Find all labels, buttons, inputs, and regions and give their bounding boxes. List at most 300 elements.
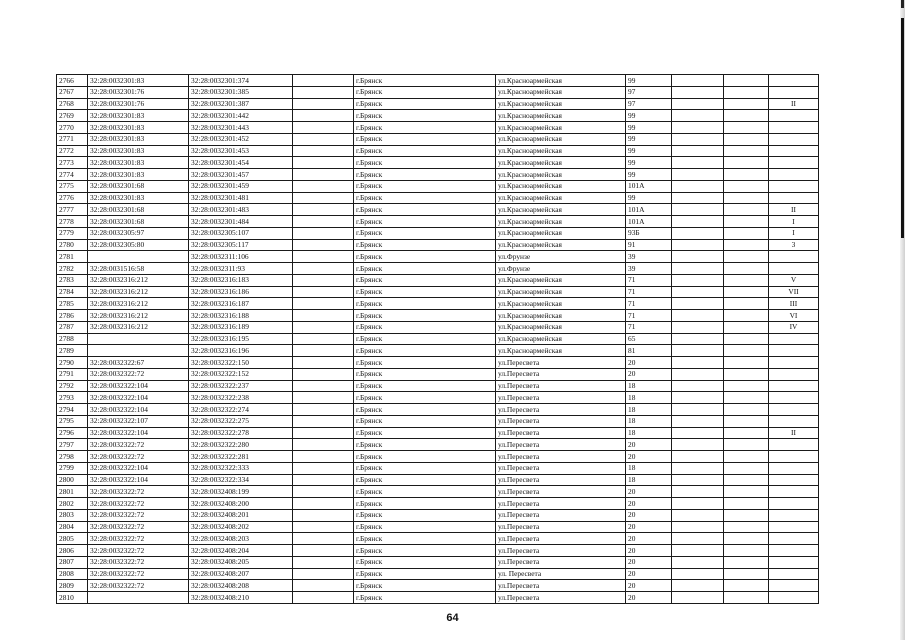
apartment-cell: 3 <box>769 239 819 251</box>
empty-cell <box>724 439 769 451</box>
table-row <box>57 368 819 380</box>
empty-cell <box>672 110 724 122</box>
empty-cell <box>724 86 769 98</box>
empty-cell <box>672 204 724 216</box>
parent-cadastral-cell: 32:28:0032322:104 <box>88 380 189 392</box>
table-row <box>57 239 819 251</box>
street-cell: ул.Пересвета <box>496 415 626 427</box>
empty-cell <box>293 251 354 263</box>
registry-table <box>56 74 819 604</box>
row-number-cell: 2772 <box>57 145 88 157</box>
scan-edge-mark <box>901 18 904 238</box>
city-cell: г.Брянск <box>354 521 496 533</box>
apartment-cell <box>769 568 819 580</box>
empty-cell <box>293 592 354 604</box>
row-number-cell: 2766 <box>57 75 88 87</box>
parent-cadastral-cell: 32:28:0032322:104 <box>88 404 189 416</box>
empty-cell <box>293 180 354 192</box>
house-number-cell: 20 <box>626 439 672 451</box>
cadastral-number-cell: 32:28:0032301:459 <box>189 180 293 192</box>
empty-cell <box>293 298 354 310</box>
row-number-cell: 2805 <box>57 533 88 545</box>
city-cell: г.Брянск <box>354 286 496 298</box>
parent-cadastral-cell: 32:28:0032322:104 <box>88 392 189 404</box>
cadastral-number-cell: 32:28:0032301:453 <box>189 145 293 157</box>
empty-cell <box>724 345 769 357</box>
empty-cell <box>293 145 354 157</box>
row-number-cell: 2798 <box>57 451 88 463</box>
empty-cell <box>672 533 724 545</box>
street-cell: ул.Пересвета <box>496 392 626 404</box>
cadastral-number-cell: 32:28:0032316:195 <box>189 333 293 345</box>
empty-cell <box>293 227 354 239</box>
empty-cell <box>293 415 354 427</box>
table-row <box>57 521 819 533</box>
street-cell: ул.Пересвета <box>496 556 626 568</box>
parent-cadastral-cell: 32:28:0032316:212 <box>88 310 189 322</box>
table-row <box>57 145 819 157</box>
empty-cell <box>672 251 724 263</box>
cadastral-number-cell: 32:28:0032301:484 <box>189 216 293 228</box>
house-number-cell: 18 <box>626 474 672 486</box>
street-cell: ул.Пересвета <box>496 404 626 416</box>
street-cell: ул.Красноармейская <box>496 227 626 239</box>
cadastral-number-cell: 32:28:0032322:152 <box>189 368 293 380</box>
cadastral-number-cell: 32:28:0032305:107 <box>189 227 293 239</box>
empty-cell <box>293 498 354 510</box>
street-cell: ул.Красноармейская <box>496 310 626 322</box>
house-number-cell: 71 <box>626 321 672 333</box>
empty-cell <box>672 133 724 145</box>
city-cell: г.Брянск <box>354 474 496 486</box>
row-number-cell: 2767 <box>57 86 88 98</box>
empty-cell <box>293 110 354 122</box>
row-number-cell: 2791 <box>57 368 88 380</box>
apartment-cell <box>769 451 819 463</box>
cadastral-number-cell: 32:28:0032301:457 <box>189 169 293 181</box>
house-number-cell: 20 <box>626 521 672 533</box>
empty-cell <box>293 286 354 298</box>
table-row <box>57 427 819 439</box>
city-cell: г.Брянск <box>354 180 496 192</box>
apartment-cell <box>769 333 819 345</box>
house-number-cell: 20 <box>626 368 672 380</box>
house-number-cell: 18 <box>626 462 672 474</box>
street-cell: ул.Красноармейская <box>496 122 626 134</box>
empty-cell <box>672 380 724 392</box>
page-number: 64 <box>446 612 459 624</box>
house-number-cell: 99 <box>626 145 672 157</box>
street-cell: ул.Красноармейская <box>496 75 626 87</box>
row-number-cell: 2768 <box>57 98 88 110</box>
city-cell: г.Брянск <box>354 145 496 157</box>
city-cell: г.Брянск <box>354 204 496 216</box>
empty-cell <box>293 486 354 498</box>
row-number-cell: 2773 <box>57 157 88 169</box>
scan-edge-tick <box>901 0 904 8</box>
row-number-cell: 2800 <box>57 474 88 486</box>
apartment-cell <box>769 592 819 604</box>
apartment-cell <box>769 180 819 192</box>
city-cell: г.Брянск <box>354 451 496 463</box>
parent-cadastral-cell: 32:28:0032322:67 <box>88 357 189 369</box>
parent-cadastral-cell: 32:28:0032316:212 <box>88 274 189 286</box>
row-number-cell: 2785 <box>57 298 88 310</box>
house-number-cell: 71 <box>626 310 672 322</box>
city-cell: г.Брянск <box>354 498 496 510</box>
row-number-cell: 2792 <box>57 380 88 392</box>
parent-cadastral-cell: 32:28:0032322:72 <box>88 580 189 592</box>
parent-cadastral-cell <box>88 333 189 345</box>
city-cell: г.Брянск <box>354 274 496 286</box>
apartment-cell <box>769 556 819 568</box>
parent-cadastral-cell: 32:28:0032322:104 <box>88 427 189 439</box>
cadastral-number-cell: 32:28:0032408:200 <box>189 498 293 510</box>
cadastral-number-cell: 32:28:0032311:93 <box>189 263 293 275</box>
row-number-cell: 2786 <box>57 310 88 322</box>
parent-cadastral-cell: 32:28:0031516:58 <box>88 263 189 275</box>
city-cell: г.Брянск <box>354 427 496 439</box>
parent-cadastral-cell: 32:28:0032322:72 <box>88 498 189 510</box>
empty-cell <box>293 556 354 568</box>
street-cell: ул.Красноармейская <box>496 274 626 286</box>
cadastral-number-cell: 32:28:0032322:334 <box>189 474 293 486</box>
parent-cadastral-cell: 32:28:0032301:83 <box>88 133 189 145</box>
city-cell: г.Брянск <box>354 239 496 251</box>
apartment-cell <box>769 145 819 157</box>
parent-cadastral-cell: 32:28:0032301:68 <box>88 180 189 192</box>
house-number-cell: 99 <box>626 169 672 181</box>
table-row <box>57 415 819 427</box>
house-number-cell: 71 <box>626 298 672 310</box>
street-cell: ул.Пересвета <box>496 451 626 463</box>
cadastral-number-cell: 32:28:0032322:237 <box>189 380 293 392</box>
parent-cadastral-cell: 32:28:0032322:72 <box>88 556 189 568</box>
parent-cadastral-cell <box>88 592 189 604</box>
house-number-cell: 65 <box>626 333 672 345</box>
empty-cell <box>724 75 769 87</box>
row-number-cell: 2808 <box>57 568 88 580</box>
table-row <box>57 357 819 369</box>
row-number-cell: 2793 <box>57 392 88 404</box>
empty-cell <box>293 521 354 533</box>
table-row <box>57 216 819 228</box>
house-number-cell: 18 <box>626 380 672 392</box>
street-cell: ул.Пересвета <box>496 357 626 369</box>
apartment-cell <box>769 192 819 204</box>
table-row <box>57 204 819 216</box>
apartment-cell <box>769 439 819 451</box>
table-row <box>57 462 819 474</box>
row-number-cell: 2778 <box>57 216 88 228</box>
empty-cell <box>293 274 354 286</box>
empty-cell <box>724 310 769 322</box>
house-number-cell: 18 <box>626 392 672 404</box>
row-number-cell: 2779 <box>57 227 88 239</box>
house-number-cell: 39 <box>626 263 672 275</box>
empty-cell <box>672 545 724 557</box>
empty-cell <box>724 145 769 157</box>
empty-cell <box>672 439 724 451</box>
house-number-cell: 20 <box>626 509 672 521</box>
table-row <box>57 509 819 521</box>
table-row <box>57 451 819 463</box>
house-number-cell: 39 <box>626 251 672 263</box>
apartment-cell: VII <box>769 286 819 298</box>
empty-cell <box>724 98 769 110</box>
street-cell: ул.Красноармейская <box>496 286 626 298</box>
apartment-cell <box>769 509 819 521</box>
cadastral-number-cell: 32:28:0032301:387 <box>189 98 293 110</box>
empty-cell <box>293 462 354 474</box>
empty-cell <box>672 192 724 204</box>
table-row <box>57 263 819 275</box>
empty-cell <box>672 333 724 345</box>
empty-cell <box>293 427 354 439</box>
street-cell: ул.Красноармейская <box>496 321 626 333</box>
street-cell: ул.Пересвета <box>496 521 626 533</box>
empty-cell <box>672 145 724 157</box>
cadastral-number-cell: 32:28:0032301:483 <box>189 204 293 216</box>
street-cell: ул.Красноармейская <box>496 298 626 310</box>
empty-cell <box>293 509 354 521</box>
table-row <box>57 75 819 87</box>
empty-cell <box>672 157 724 169</box>
empty-cell <box>724 427 769 439</box>
parent-cadastral-cell: 32:28:0032322:104 <box>88 474 189 486</box>
empty-cell <box>672 486 724 498</box>
empty-cell <box>724 368 769 380</box>
empty-cell <box>672 568 724 580</box>
empty-cell <box>293 357 354 369</box>
street-cell: ул.Пересвета <box>496 439 626 451</box>
empty-cell <box>724 380 769 392</box>
city-cell: г.Брянск <box>354 263 496 275</box>
city-cell: г.Брянск <box>354 580 496 592</box>
apartment-cell <box>769 368 819 380</box>
row-number-cell: 2804 <box>57 521 88 533</box>
apartment-cell <box>769 251 819 263</box>
empty-cell <box>672 274 724 286</box>
cadastral-number-cell: 32:28:0032316:189 <box>189 321 293 333</box>
table-row <box>57 321 819 333</box>
empty-cell <box>672 427 724 439</box>
street-cell: ул.Пересвета <box>496 486 626 498</box>
house-number-cell: 20 <box>626 486 672 498</box>
table-row <box>57 122 819 134</box>
row-number-cell: 2774 <box>57 169 88 181</box>
empty-cell <box>293 321 354 333</box>
table-row <box>57 227 819 239</box>
house-number-cell: 99 <box>626 122 672 134</box>
parent-cadastral-cell: 32:28:0032301:83 <box>88 75 189 87</box>
row-number-cell: 2795 <box>57 415 88 427</box>
parent-cadastral-cell <box>88 251 189 263</box>
cadastral-number-cell: 32:28:0032316:196 <box>189 345 293 357</box>
street-cell: ул.Пересвета <box>496 545 626 557</box>
street-cell: ул.Красноармейская <box>496 86 626 98</box>
empty-cell <box>293 368 354 380</box>
city-cell: г.Брянск <box>354 133 496 145</box>
parent-cadastral-cell: 32:28:0032301:83 <box>88 169 189 181</box>
apartment-cell <box>769 122 819 134</box>
city-cell: г.Брянск <box>354 157 496 169</box>
empty-cell <box>293 122 354 134</box>
city-cell: г.Брянск <box>354 462 496 474</box>
city-cell: г.Брянск <box>354 545 496 557</box>
house-number-cell: 20 <box>626 556 672 568</box>
empty-cell <box>724 533 769 545</box>
empty-cell <box>672 462 724 474</box>
city-cell: г.Брянск <box>354 404 496 416</box>
city-cell: г.Брянск <box>354 415 496 427</box>
row-number-cell: 2802 <box>57 498 88 510</box>
house-number-cell: 91 <box>626 239 672 251</box>
cadastral-number-cell: 32:28:0032322:238 <box>189 392 293 404</box>
cadastral-number-cell: 32:28:0032301:374 <box>189 75 293 87</box>
city-cell: г.Брянск <box>354 592 496 604</box>
street-cell: ул.Пересвета <box>496 592 626 604</box>
table-row <box>57 380 819 392</box>
apartment-cell <box>769 357 819 369</box>
empty-cell <box>293 439 354 451</box>
empty-cell <box>293 451 354 463</box>
street-cell: ул.Пересвета <box>496 498 626 510</box>
city-cell: г.Брянск <box>354 380 496 392</box>
empty-cell <box>293 580 354 592</box>
house-number-cell: 18 <box>626 427 672 439</box>
table-row <box>57 251 819 263</box>
street-cell: ул.Фрунзе <box>496 263 626 275</box>
table-row <box>57 180 819 192</box>
row-number-cell: 2776 <box>57 192 88 204</box>
table-row <box>57 592 819 604</box>
cadastral-number-cell: 32:28:0032305:117 <box>189 239 293 251</box>
cadastral-number-cell: 32:28:0032408:208 <box>189 580 293 592</box>
city-cell: г.Брянск <box>354 98 496 110</box>
empty-cell <box>293 239 354 251</box>
house-number-cell: 20 <box>626 451 672 463</box>
city-cell: г.Брянск <box>354 216 496 228</box>
street-cell: ул.Пересвета <box>496 474 626 486</box>
empty-cell <box>672 404 724 416</box>
cadastral-number-cell: 32:28:0032301:454 <box>189 157 293 169</box>
parent-cadastral-cell: 32:28:0032322:107 <box>88 415 189 427</box>
empty-cell <box>724 415 769 427</box>
cadastral-number-cell: 32:28:0032316:183 <box>189 274 293 286</box>
cadastral-number-cell: 32:28:0032408:205 <box>189 556 293 568</box>
empty-cell <box>724 486 769 498</box>
parent-cadastral-cell: 32:28:0032322:72 <box>88 568 189 580</box>
house-number-cell: 101А <box>626 216 672 228</box>
apartment-cell <box>769 75 819 87</box>
cadastral-number-cell: 32:28:0032301:481 <box>189 192 293 204</box>
empty-cell <box>724 180 769 192</box>
empty-cell <box>293 474 354 486</box>
row-number-cell: 2810 <box>57 592 88 604</box>
parent-cadastral-cell: 32:28:0032301:83 <box>88 110 189 122</box>
row-number-cell: 2784 <box>57 286 88 298</box>
empty-cell <box>724 592 769 604</box>
street-cell: ул.Красноармейская <box>496 169 626 181</box>
apartment-cell: I <box>769 227 819 239</box>
apartment-cell <box>769 380 819 392</box>
house-number-cell: 101А <box>626 180 672 192</box>
empty-cell <box>672 169 724 181</box>
city-cell: г.Брянск <box>354 122 496 134</box>
empty-cell <box>293 157 354 169</box>
apartment-cell <box>769 110 819 122</box>
table-row <box>57 545 819 557</box>
table-row <box>57 345 819 357</box>
empty-cell <box>293 192 354 204</box>
empty-cell <box>672 239 724 251</box>
house-number-cell: 99 <box>626 110 672 122</box>
apartment-cell: V <box>769 274 819 286</box>
city-cell: г.Брянск <box>354 357 496 369</box>
apartment-cell <box>769 545 819 557</box>
city-cell: г.Брянск <box>354 333 496 345</box>
street-cell: ул.Красноармейская <box>496 98 626 110</box>
house-number-cell: 18 <box>626 404 672 416</box>
empty-cell <box>672 286 724 298</box>
parent-cadastral-cell: 32:28:0032301:76 <box>88 86 189 98</box>
row-number-cell: 2794 <box>57 404 88 416</box>
city-cell: г.Брянск <box>354 486 496 498</box>
street-cell: ул.Красноармейская <box>496 204 626 216</box>
city-cell: г.Брянск <box>354 392 496 404</box>
empty-cell <box>293 86 354 98</box>
empty-cell <box>293 333 354 345</box>
row-number-cell: 2771 <box>57 133 88 145</box>
cadastral-number-cell: 32:28:0032322:333 <box>189 462 293 474</box>
apartment-cell <box>769 580 819 592</box>
row-number-cell: 2807 <box>57 556 88 568</box>
parent-cadastral-cell: 32:28:0032316:212 <box>88 321 189 333</box>
city-cell: г.Брянск <box>354 169 496 181</box>
house-number-cell: 20 <box>626 580 672 592</box>
table-row <box>57 169 819 181</box>
row-number-cell: 2806 <box>57 545 88 557</box>
street-cell: ул. Пересвета <box>496 568 626 580</box>
street-cell: ул.Пересвета <box>496 462 626 474</box>
cadastral-number-cell: 32:28:0032408:199 <box>189 486 293 498</box>
apartment-cell <box>769 486 819 498</box>
empty-cell <box>724 509 769 521</box>
empty-cell <box>672 357 724 369</box>
table-row <box>57 474 819 486</box>
empty-cell <box>672 122 724 134</box>
city-cell: г.Брянск <box>354 251 496 263</box>
parent-cadastral-cell: 32:28:0032322:72 <box>88 545 189 557</box>
apartment-cell <box>769 474 819 486</box>
house-number-cell: 93Б <box>626 227 672 239</box>
street-cell: ул.Красноармейская <box>496 133 626 145</box>
parent-cadastral-cell: 32:28:0032305:97 <box>88 227 189 239</box>
empty-cell <box>724 321 769 333</box>
empty-cell <box>672 556 724 568</box>
table-row <box>57 86 819 98</box>
row-number-cell: 2787 <box>57 321 88 333</box>
empty-cell <box>672 298 724 310</box>
empty-cell <box>293 133 354 145</box>
house-number-cell: 99 <box>626 192 672 204</box>
apartment-cell: III <box>769 298 819 310</box>
empty-cell <box>293 392 354 404</box>
empty-cell <box>724 498 769 510</box>
empty-cell <box>724 545 769 557</box>
table-row <box>57 392 819 404</box>
